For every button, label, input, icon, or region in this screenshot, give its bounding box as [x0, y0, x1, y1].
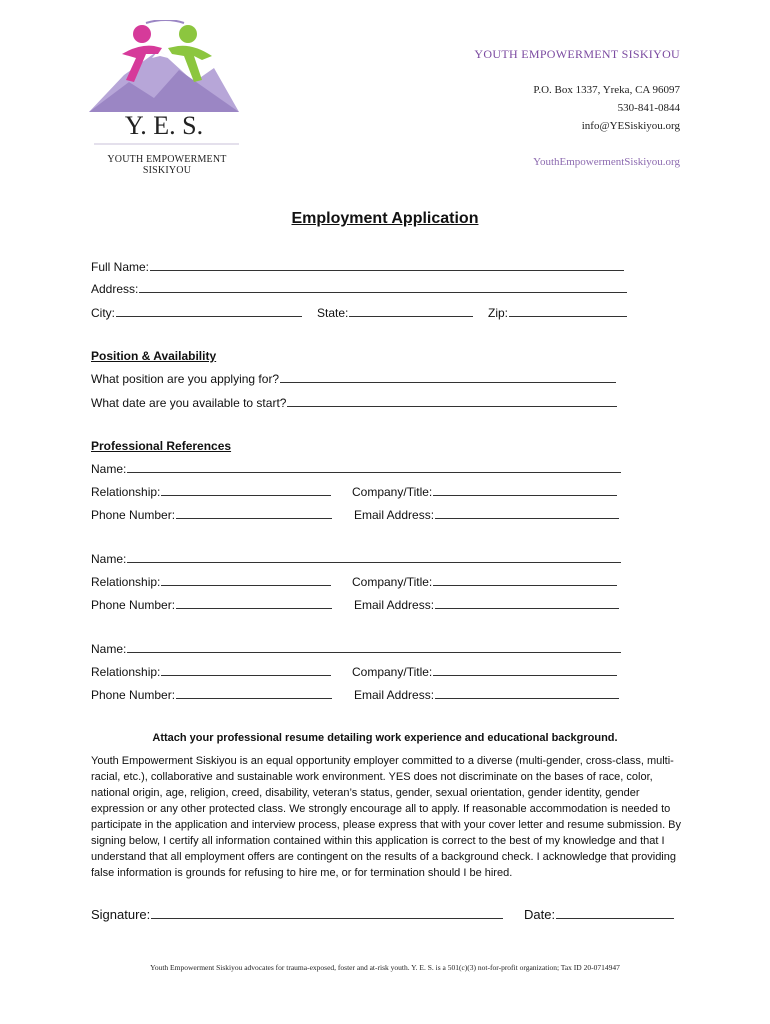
ref1-email-label: Email Address:	[354, 508, 435, 522]
ref3-email-row	[354, 687, 619, 702]
ref1-phone-row	[91, 507, 332, 522]
ref2-phone-field[interactable]	[176, 597, 332, 609]
ref3-email-label: Email Address:	[354, 688, 435, 702]
ref1-phone-label: Phone Number:	[91, 508, 176, 522]
ref2-relationship-row	[91, 574, 331, 589]
position-section-heading: Position & Availability	[91, 349, 217, 363]
zip-row	[488, 305, 627, 320]
ref2-email-field[interactable]	[435, 597, 619, 609]
ref2-company-field[interactable]	[433, 574, 617, 586]
start-date-row	[91, 395, 617, 410]
ref1-relationship-row	[91, 484, 331, 499]
address-row	[91, 281, 627, 296]
start-date-field[interactable]	[287, 395, 617, 407]
ref3-company-field[interactable]	[433, 664, 617, 676]
ref3-company-row	[352, 664, 617, 679]
logo-arc	[146, 20, 184, 23]
ref3-phone-field[interactable]	[176, 687, 332, 699]
city-field[interactable]	[116, 305, 302, 317]
full-name-field[interactable]	[150, 259, 624, 271]
ref2-relationship-label: Relationship:	[91, 575, 161, 589]
org-name: YOUTH EMPOWERMENT SISKIYOU	[474, 47, 680, 61]
zip-field[interactable]	[509, 305, 627, 317]
page-title: Employment Application	[291, 210, 479, 227]
ref2-name-field[interactable]	[127, 551, 621, 563]
logo-letters: Y. E. S.	[124, 111, 204, 140]
ref3-phone-label: Phone Number:	[91, 688, 176, 702]
state-row	[317, 305, 473, 320]
state-field[interactable]	[349, 305, 473, 317]
ref2-phone-row	[91, 597, 332, 612]
date-label: Date:	[524, 907, 556, 922]
position-field[interactable]	[280, 371, 616, 383]
start-date-label: What date are you available to start?	[91, 396, 287, 410]
logo-figure-magenta-head	[133, 25, 151, 43]
ref1-name-row	[91, 461, 621, 476]
ref2-phone-label: Phone Number:	[91, 598, 176, 612]
ref2-email-label: Email Address:	[354, 598, 435, 612]
ref3-relationship-field[interactable]	[161, 664, 331, 676]
ref1-name-field[interactable]	[127, 461, 621, 473]
signature-label: Signature:	[91, 907, 151, 922]
ref3-company-label: Company/Title:	[352, 665, 433, 679]
org-email: info@YESiskiyou.org	[581, 120, 680, 132]
city-label: City:	[91, 306, 115, 320]
ref1-company-row	[352, 484, 617, 499]
position-label: What position are you applying for?	[91, 372, 280, 386]
ref1-relationship-label: Relationship:	[91, 485, 161, 499]
org-address: P.O. Box 1337, Yreka, CA 96097	[533, 84, 680, 96]
logo-caption: YOUTH EMPOWERMENT SISKIYOU	[107, 154, 227, 176]
signature-row	[91, 905, 503, 922]
ref1-name-label: Name:	[91, 462, 127, 476]
ref1-email-field[interactable]	[435, 507, 619, 519]
ref1-company-label: Company/Title:	[352, 485, 433, 499]
ref1-email-row	[354, 507, 619, 522]
ref2-company-row	[352, 574, 617, 589]
ref3-name-row	[91, 641, 621, 656]
state-label: State:	[317, 306, 349, 320]
attach-resume-note: Attach your professional resume detailing work experience and educational background.	[152, 732, 618, 744]
address-field[interactable]	[139, 281, 627, 293]
ref1-phone-field[interactable]	[176, 507, 332, 519]
ref2-email-row	[354, 597, 619, 612]
ref3-email-field[interactable]	[435, 687, 619, 699]
ref1-company-field[interactable]	[433, 484, 617, 496]
eeo-statement: Youth Empowerment Siskiyou is an equal opportunity employer committed to a diverse (multi-gender, cross-class, multi-racial, etc.), collaborative and sustainable work environment. YES does not discriminate on the bases of race, color, national origin, age, religion, creed, disability, veteran’s status, gender, sexual orientation, gender identity, gender expression or any other protected class. We strongly encourage all to apply. If reasonable accommodation is needed to participate in the application and interview process, please express that with your cover letter and resume submission. By signing below, I certify all information contained within this application is correct to the best of my knowledge and that I understand that all employment offers are contingent on the results of a background check. I acknowledge that providing false information is grounds for refusing to hire me, or for termination should I be hired.	[91, 755, 682, 879]
position-row	[91, 371, 616, 386]
ref2-name-row	[91, 551, 621, 566]
ref2-company-label: Company/Title:	[352, 575, 433, 589]
ref3-relationship-row	[91, 664, 331, 679]
logo-figure-green-head	[179, 25, 197, 43]
address-label: Address:	[91, 282, 139, 296]
signature-field[interactable]	[151, 905, 503, 919]
zip-label: Zip:	[488, 306, 509, 320]
date-row	[524, 905, 674, 922]
references-section-heading: Professional References	[91, 439, 232, 453]
footer-note: Youth Empowerment Siskiyou advocates for trauma-exposed, foster and at-risk youth. Y. E. S. is a 501(c)(3) not-for-profit organization; Tax ID 20-0714947	[150, 963, 620, 972]
org-website: YouthEmpowermentSiskiyou.org	[533, 156, 680, 168]
yes-logo	[84, 20, 254, 150]
city-row	[91, 305, 302, 320]
ref2-relationship-field[interactable]	[161, 574, 331, 586]
full-name-row	[91, 259, 624, 274]
ref3-name-label: Name:	[91, 642, 127, 656]
ref2-name-label: Name:	[91, 552, 127, 566]
ref3-relationship-label: Relationship:	[91, 665, 161, 679]
date-field[interactable]	[556, 905, 674, 919]
ref3-phone-row	[91, 687, 332, 702]
org-phone: 530-841-0844	[617, 102, 680, 114]
full-name-label: Full Name:	[91, 260, 150, 274]
ref3-name-field[interactable]	[127, 641, 621, 653]
ref1-relationship-field[interactable]	[161, 484, 331, 496]
